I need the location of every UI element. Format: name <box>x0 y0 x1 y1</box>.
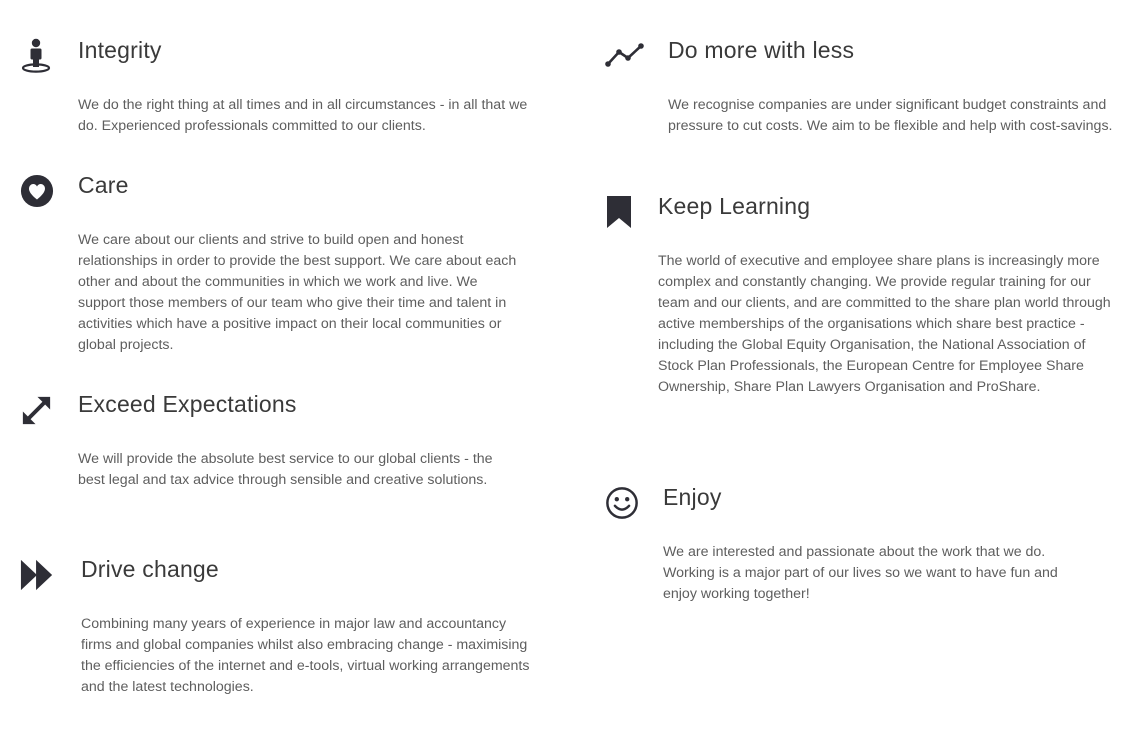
value-title: Enjoy <box>663 484 722 510</box>
value-description: We recognise companies are under significant budget constraints and pressure to cut costs. We aim to be flexible and help with cost-savings. <box>668 97 1113 134</box>
value-title: Drive change <box>81 556 219 582</box>
value-description: We do the right thing at all times and in all circumstances - in all that we do. Experienced professionals committed to our clients. <box>78 97 528 134</box>
value-title: Care <box>78 172 129 198</box>
heart-circle-icon <box>20 174 54 208</box>
expand-arrows-icon <box>19 393 54 428</box>
value-description: We are interested and passionate about the work that we do. Working is a major part of our lives so we want to have fun and enjoy working together! <box>663 544 1058 602</box>
value-description: Combining many years of experience in major law and accountancy firms and global companies whilst also embracing change - maximising the efficiencies of the internet and e-tools, virtual working arrangements and the latest technologies. <box>81 616 530 695</box>
fast-forward-icon <box>20 558 54 592</box>
value-title: Exceed Expectations <box>78 391 297 417</box>
value-title: Integrity <box>78 37 162 63</box>
bookmark-icon <box>605 196 633 228</box>
value-description: The world of executive and employee share plans is increasingly more complex and constantly changing. We provide regular training for our team and our clients, and are committed to the share plan world through active memberships of the organisations which share best practice - including the Global Equity Organisation, the National Association of Stock Plan Professionals, the European Centre for Employee Share Ownership, Share Plan Lawyers Organisation and ProShare. <box>658 253 1111 395</box>
value-description: We will provide the absolute best service to our global clients - the best legal and tax advice through sensible and creative solutions. <box>78 451 493 488</box>
value-title: Do more with less <box>668 37 855 63</box>
value-title: Keep Learning <box>658 193 811 219</box>
person-pin-icon <box>18 37 54 73</box>
smiley-face-icon <box>605 486 639 520</box>
value-description: We care about our clients and strive to build open and honest relationships in order to provide the best support. We care about each other and about the communities in which we work and live. We support those members of our team who give their time and talent in activities which have a positive impact on their local communities or global projects. <box>78 232 517 353</box>
trending-line-icon <box>605 40 645 70</box>
